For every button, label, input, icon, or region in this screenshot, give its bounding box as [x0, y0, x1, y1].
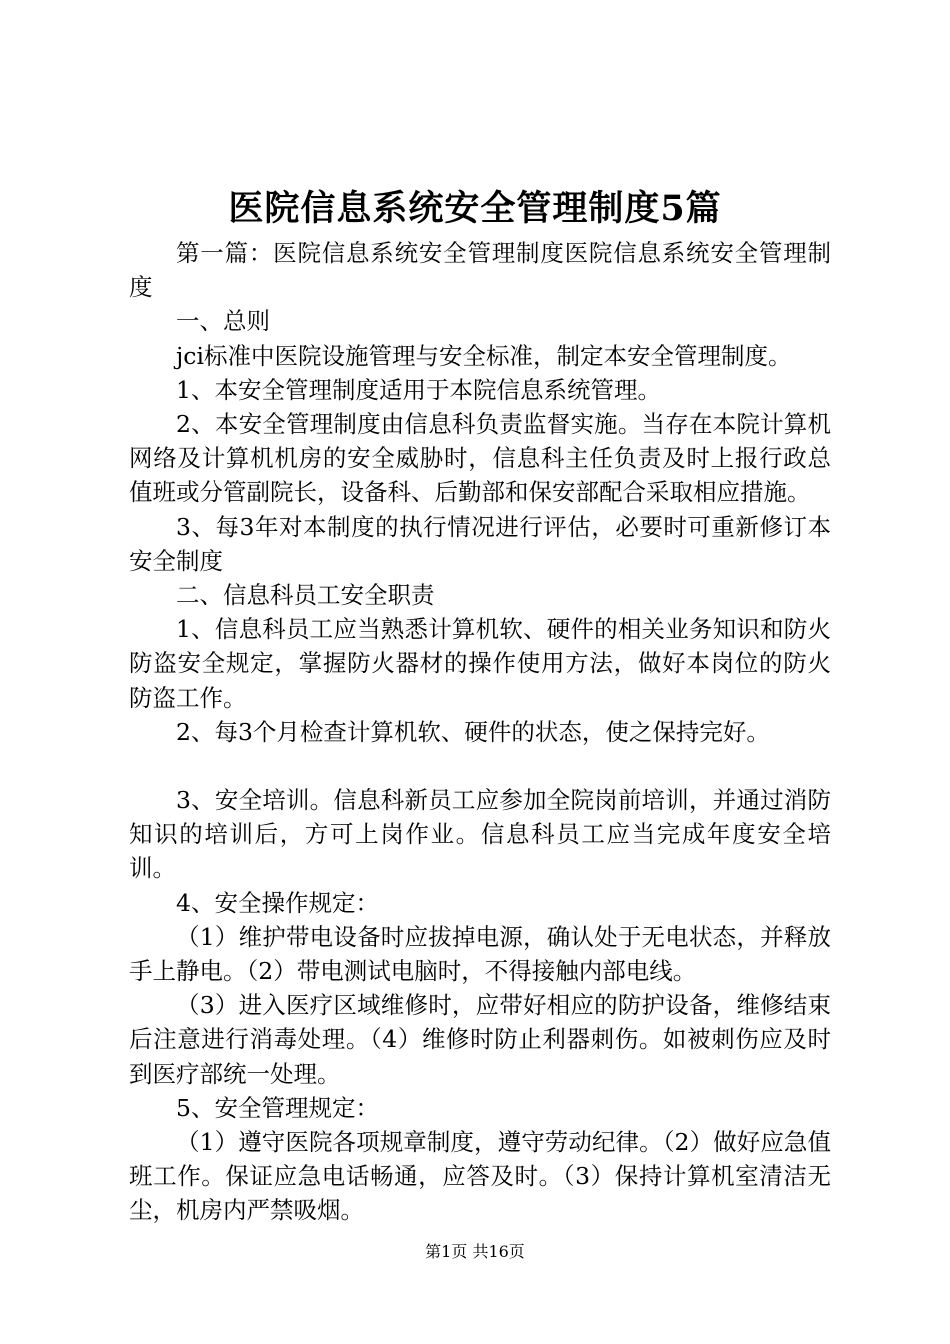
- blank-line: [129, 749, 831, 783]
- paragraph: 1、本安全管理制度适用于本院信息系统管理。: [176, 375, 661, 404]
- paragraph: 3、每3年对本制度的执行情况进行评估，必要时可重新修订本安全制度: [129, 512, 831, 575]
- document-body: [129, 236, 831, 1228]
- section-heading: 一、总则: [176, 307, 270, 336]
- paragraph: 3、安全培训。信息科新员工应参加全院岗前培训，并通过消防知识的培训后，方可上岗作业。信息科员工应当完成年度安全培训。: [129, 786, 831, 883]
- page-footer: 第1页 共16页: [425, 1242, 525, 1261]
- paragraph: 5、安全管理规定：: [176, 1093, 379, 1122]
- paragraph: jci标准中医院设施管理与安全标准，制定本安全管理制度。: [176, 341, 792, 370]
- section-heading: 二、信息科员工安全职责: [176, 581, 435, 610]
- paragraph: （3）进入医疗区域维修时，应带好相应的防护设备，维修结束后注意进行消毒处理。（4）维修时防止利器刺伤。如被刺伤应及时到医疗部统一处理。: [129, 991, 831, 1088]
- paragraph: （1）遵守医院各项规章制度，遵守劳动纪律。（2）做好应急值班工作。保证应急电话畅通，应答及时。（3）保持计算机室清洁无尘，机房内严禁吸烟。: [129, 1128, 831, 1225]
- document-title: 医院信息系统安全管理制度5篇: [228, 188, 722, 229]
- paragraph: 第一篇：医院信息系统安全管理制度医院信息系统安全管理制度: [129, 239, 831, 302]
- paragraph: 2、每3个月检查计算机软、硬件的状态，使之保持完好。: [176, 717, 770, 746]
- paragraph: 2、本安全管理制度由信息科负责监督实施。当存在本院计算机网络及计算机机房的安全威胁时，信息科主任负责及时上报行政总值班或分管副院长，设备科、后勤部和保安部配合采取相应措施。: [129, 410, 831, 507]
- paragraph: 1、信息科员工应当熟悉计算机软、硬件的相关业务知识和防火防盗安全规定，掌握防火器材的操作使用方法，做好本岗位的防火防盗工作。: [129, 615, 831, 712]
- paragraph: （1）维护带电设备时应拔掉电源，确认处于无电状态，并释放手上静电。（2）带电测试电脑时，不得接触内部电线。: [129, 922, 831, 986]
- paragraph: 4、安全操作规定：: [176, 888, 379, 917]
